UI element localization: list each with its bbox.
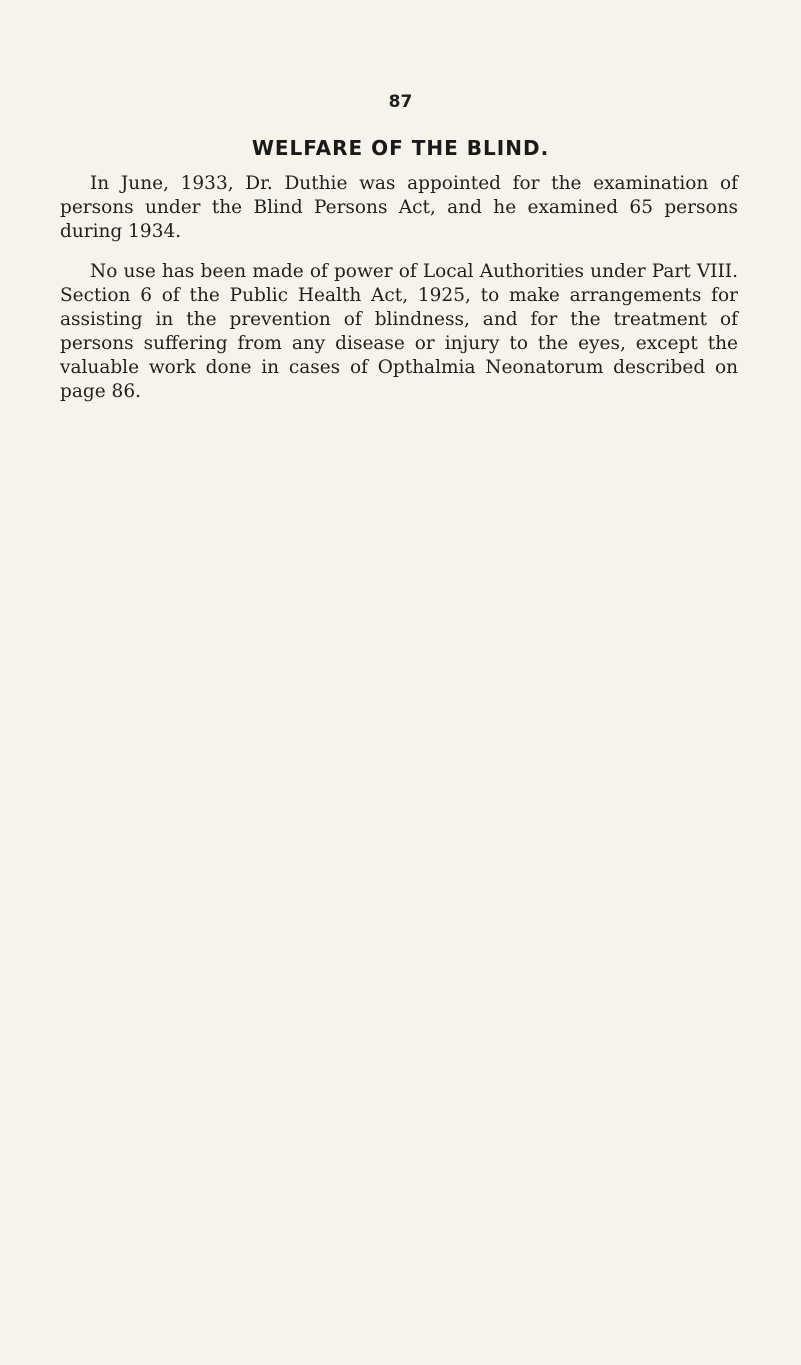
page-number: 87	[388, 92, 413, 112]
section-title: WELFARE OF THE BLIND.	[251, 136, 550, 160]
paragraph-blind-persons-act: In June, 1933, Dr. Duthie was appointed for the examination of persons under the Blind Persons Act, and he examined 65 persons during 1934.	[60, 173, 738, 242]
paragraph-public-health-act: No use has been made of power of Local Authorities under Part VIII. Section 6 of the Public Health Act, 1925, to make arrangements for assisting in the prevention of blindness, and for the treatment of persons suffering from any disease or injury to the eyes, except the valuable work done in cases of Opthalmia Neonatorum described on page 86.	[60, 261, 738, 402]
